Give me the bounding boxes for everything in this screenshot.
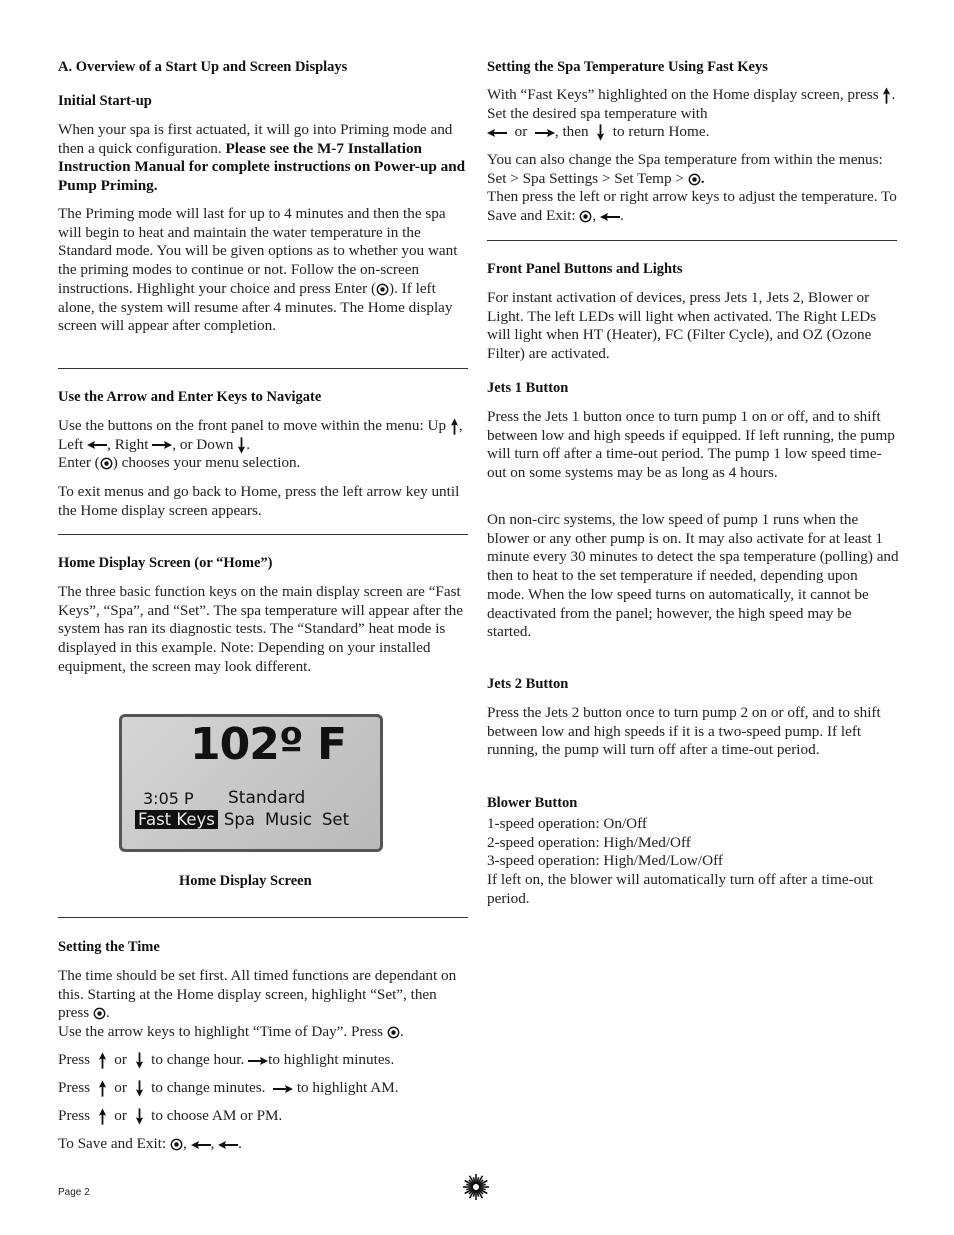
time-save-exit: To Save and Exit: , , . (58, 1135, 242, 1152)
left-arrow-icon (600, 212, 620, 222)
arrow-keys-title: Use the Arrow and Enter Keys to Navigate (58, 389, 322, 405)
spa-key: Spa (223, 810, 255, 829)
right-arrow-icon (273, 1084, 293, 1094)
down-arrow-icon (135, 1052, 144, 1069)
front-panel-paragraph: For instant activation of devices, press Jets 1, Jets 2, Blower or Light. The left LEDs will light when activated. The Right LEDs will light when HT (Heater), FC (Filter Cycle), and OZ (Ozone Filter) are activated. (487, 289, 877, 363)
right-arrow-icon (535, 128, 555, 138)
enter-icon (93, 1007, 106, 1020)
blower-title: Blower Button (487, 795, 578, 811)
blower-paragraph: 1-speed operation: On/Off 2-speed operation: High/Med/Off 3-speed operation: High/Med/Low/Off If left on, the blower will automatically turn off after a time-out period. (487, 815, 874, 907)
home-display-paragraph: The three basic function keys on the main display screen are “Fast Keys”, “Spa”, and “Set”. The spa temperature will appear after the system has ran its diagnostic tests. The “Standard” heat mode is displayed in this example. Note: Depending on your installed equipment, the screen may look different. (58, 583, 463, 675)
time-step-hour: Press or to change hour. to highlight minutes. (58, 1051, 395, 1068)
enter-icon (579, 210, 592, 223)
page-number: Page 2 (58, 1187, 90, 1198)
time-step-minutes: Press or to change minutes. to highlight AM. (58, 1079, 399, 1096)
jets1-title: Jets 1 Button (487, 380, 569, 396)
left-arrow-icon (87, 440, 107, 450)
initial-startup-paragraph-2: The Priming mode will last for up to 4 minutes and then the spa will begin to heat and maintain the water temperature in the Standard mode. You will be given options as to whether you want the priming modes to continue or not. Follow the on-screen instructions. Highlight your choice and press Enter ( ). If left alone, the system will resume after 4 minutes. The Home display screen will appear after completion. (58, 205, 458, 335)
heat-mode-readout: Standard (228, 788, 306, 808)
divider (58, 368, 468, 369)
setting-time-title: Setting the Time (58, 939, 160, 955)
initial-startup-paragraph-1: When your spa is first actuated, it will go into Priming mode and then a quick configuration. Please see the M-7 Installation Instruction Manual for complete instructions on Power-up and Pump Priming. (58, 121, 466, 195)
jets1-paragraph-2: On non-circ systems, the low speed of pump 1 runs when the blower or any other pump is on. It may also activate for at least 1 minute every 30 minutes to detect the spa temperature (polling) and then to heat to the set temperature if needed, depending upon mode. When the low speed turns on automatically, it cannot be deactivated from the panel; however, the high speed may be started. (487, 511, 899, 641)
jets2-paragraph: Press the Jets 2 button once to turn pump 2 on or off, and to shift between low and high speeds if it is a two-speed pump. If left running, the pump will turn off after a time-out period. (487, 704, 881, 759)
front-panel-title: Front Panel Buttons and Lights (487, 261, 683, 277)
down-arrow-icon (596, 124, 605, 141)
right-arrow-icon (152, 440, 172, 450)
function-keys (135, 810, 359, 829)
arrow-keys-paragraph-2: To exit menus and go back to Home, press the left arrow key until the Home display screen appears. (58, 483, 460, 519)
arrow-keys-paragraph-1: Use the buttons on the front panel to move within the menu: Up , Left , Right , or Down . Enter ( ) chooses your menu selection. (58, 417, 463, 472)
set-key: Set (321, 810, 350, 829)
divider (487, 240, 897, 241)
fast-keys-paragraph-1: With “Fast Keys” highlighted on the Home display screen, press . Set the desired spa temperature with or , then to return Home. (487, 86, 896, 141)
logo-icon (462, 1173, 490, 1201)
time-readout: 3:05 P (143, 789, 194, 808)
initial-startup-title: Initial Start-up (58, 93, 152, 109)
overview-title: A. Overview of a Start Up and Screen Displays (58, 59, 348, 75)
up-arrow-icon (98, 1080, 107, 1097)
home-display-caption: Home Display Screen (179, 873, 312, 889)
jets2-title: Jets 2 Button (487, 676, 569, 692)
music-key: Music (264, 810, 312, 829)
fast-keys-title: Setting the Spa Temperature Using Fast Keys (487, 59, 768, 75)
left-arrow-icon (487, 128, 507, 138)
temperature-readout: 102º F (190, 719, 347, 770)
left-arrow-icon (191, 1140, 211, 1150)
fast-keys-paragraph-2: You can also change the Spa temperature from within the menus: Set > Spa Settings > Set Temp > . Then press the left or right arrow keys to adjust the temperature. To Save and Exit: , . (487, 151, 897, 225)
down-arrow-icon (237, 437, 246, 454)
enter-icon (688, 173, 701, 186)
enter-icon (376, 283, 389, 296)
down-arrow-icon (135, 1080, 144, 1097)
left-arrow-icon (218, 1140, 238, 1150)
up-arrow-icon (98, 1052, 107, 1069)
enter-icon (100, 457, 113, 470)
jets1-paragraph-1: Press the Jets 1 button once to turn pump 1 on or off, and to shift between low and high speeds if equipped. If left running, the pump will turn off after a time-out period. The pump 1 low speed time-out on some systems may be as long as 4 hours. (487, 408, 895, 482)
divider (58, 917, 468, 918)
setting-time-paragraph: The time should be set first. All timed functions are dependant on this. Starting at the Home display screen, highlight “Set”, then press . Use the arrow keys to highlight “Time of Day”. Press . (58, 967, 457, 1041)
enter-icon (387, 1026, 400, 1039)
down-arrow-icon (135, 1108, 144, 1125)
fast-keys-key: Fast Keys (135, 810, 218, 829)
up-arrow-icon (98, 1108, 107, 1125)
up-arrow-icon (450, 418, 459, 435)
right-arrow-icon (248, 1056, 268, 1066)
divider (58, 534, 468, 535)
enter-icon (170, 1138, 183, 1151)
home-display-title: Home Display Screen (or “Home”) (58, 555, 273, 571)
time-step-ampm: Press or to choose AM or PM. (58, 1107, 283, 1124)
home-display-screen (119, 714, 383, 852)
